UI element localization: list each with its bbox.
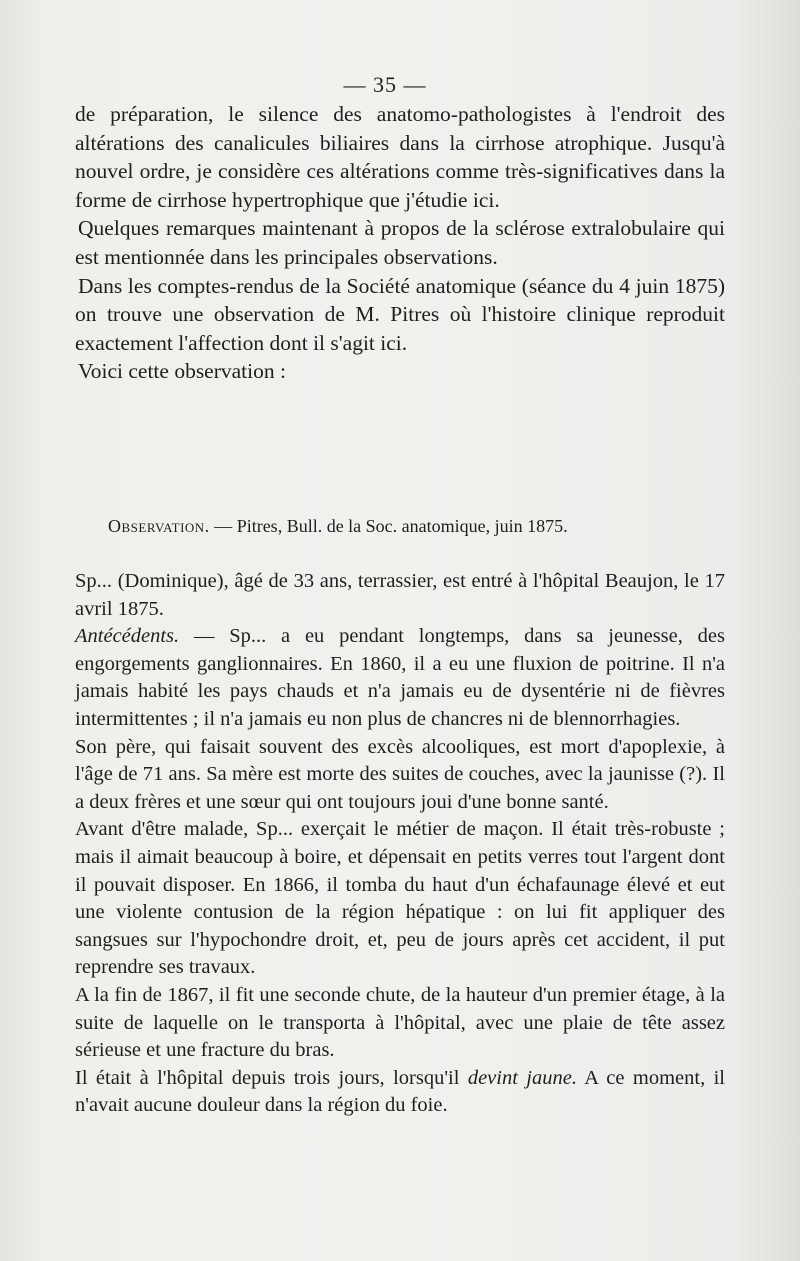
observation-label: Observation. bbox=[108, 516, 210, 536]
page-number: — 35 — bbox=[343, 72, 427, 97]
paragraph-voici: Voici cette observation : bbox=[78, 359, 286, 384]
paragraph-sclerose: Quelques remarques maintenant à propos de la sclérose extralobulaire qui est mentionnée dans les principales observations. bbox=[75, 216, 725, 269]
antecedents-text: — Sp... a eu pendant longtemps, dans sa jeunesse, des engorgements ganglionnaires. En 1860, il a eu une fluxion de poitrine. Il n'a jamais habité les pays chauds et n'a jamais eu de dysentérie ni de fièvres intermittentes ; il n'a jamais eu non plus de chancres ni de blennorrhagies. bbox=[75, 625, 725, 730]
observation-heading bbox=[108, 514, 728, 538]
antecedents-label: Antécédents. bbox=[75, 625, 180, 648]
main-text bbox=[75, 100, 725, 386]
jaundice-text-start: Il était à l'hôpital depuis trois jours, lorsqu'il bbox=[75, 1066, 468, 1089]
obs-paragraph-family: Son père, qui faisait souvent des excès alcooliques, est mort d'apoplexie, à l'âge de 71 ans. Sa mère est morte des suites de couches, avec la jaunisse (?). Il a deux frères et une sœur qui ont toujours joui d'une bonne santé. bbox=[75, 735, 725, 813]
jaundice-text-end: A ce moment, il n'avait aucune douleur dans la région du foie. bbox=[75, 1066, 725, 1117]
paragraph-cirrhose: de préparation, le silence des anatomo-pathologistes à l'endroit des altérations des canalicules biliaires dans la cirrhose atrophique. Jusqu'à nouvel ordre, je considère ces altérations comme très-significatives dans la forme de cirrhose hypertrophique que j'étudie ici. bbox=[75, 102, 725, 212]
observation-text bbox=[75, 568, 725, 1120]
obs-paragraph-occupation: Avant d'être malade, Sp... exerçait le métier de maçon. Il était très-robuste ; mais il aimait beaucoup à boire, et dépensait en petits verres tout l'argent dont il pouvait disposer. En 1866, il tomba du haut d'un échafaunage élevé et eut une violente contusion de la région hépatique : on lui fit appliquer des sangsues sur l'hypochondre droit, et, peu de jours après cet accident, il put reprendre ses travaux. bbox=[75, 818, 725, 979]
observation-reference: — Pitres, Bull. de la Soc. anatomique, juin 1875. bbox=[209, 516, 568, 536]
jaundice-italic: devint jaune. bbox=[467, 1066, 577, 1089]
obs-paragraph-admission: Sp... (Dominique), âgé de 33 ans, terrassier, est entré à l'hôpital Beaujon, le 17 avril 1875. bbox=[75, 570, 725, 620]
obs-paragraph-antecedents bbox=[75, 623, 725, 733]
obs-paragraph-second-fall: A la fin de 1867, il fit une seconde chute, de la hauteur d'un premier étage, à la suite de laquelle on le transporta à l'hôpital, avec une plaie de tête assez sérieuse et une fracture du bras. bbox=[75, 983, 725, 1062]
obs-paragraph-jaundice bbox=[75, 1065, 725, 1120]
paragraph-societe-anatomique: Dans les comptes-rendus de la Société anatomique (séance du 4 juin 1875) on trouve une observation de M. Pitres où l'histoire clinique reproduit exactement l'affection dont il s'agit ici. bbox=[75, 273, 725, 355]
